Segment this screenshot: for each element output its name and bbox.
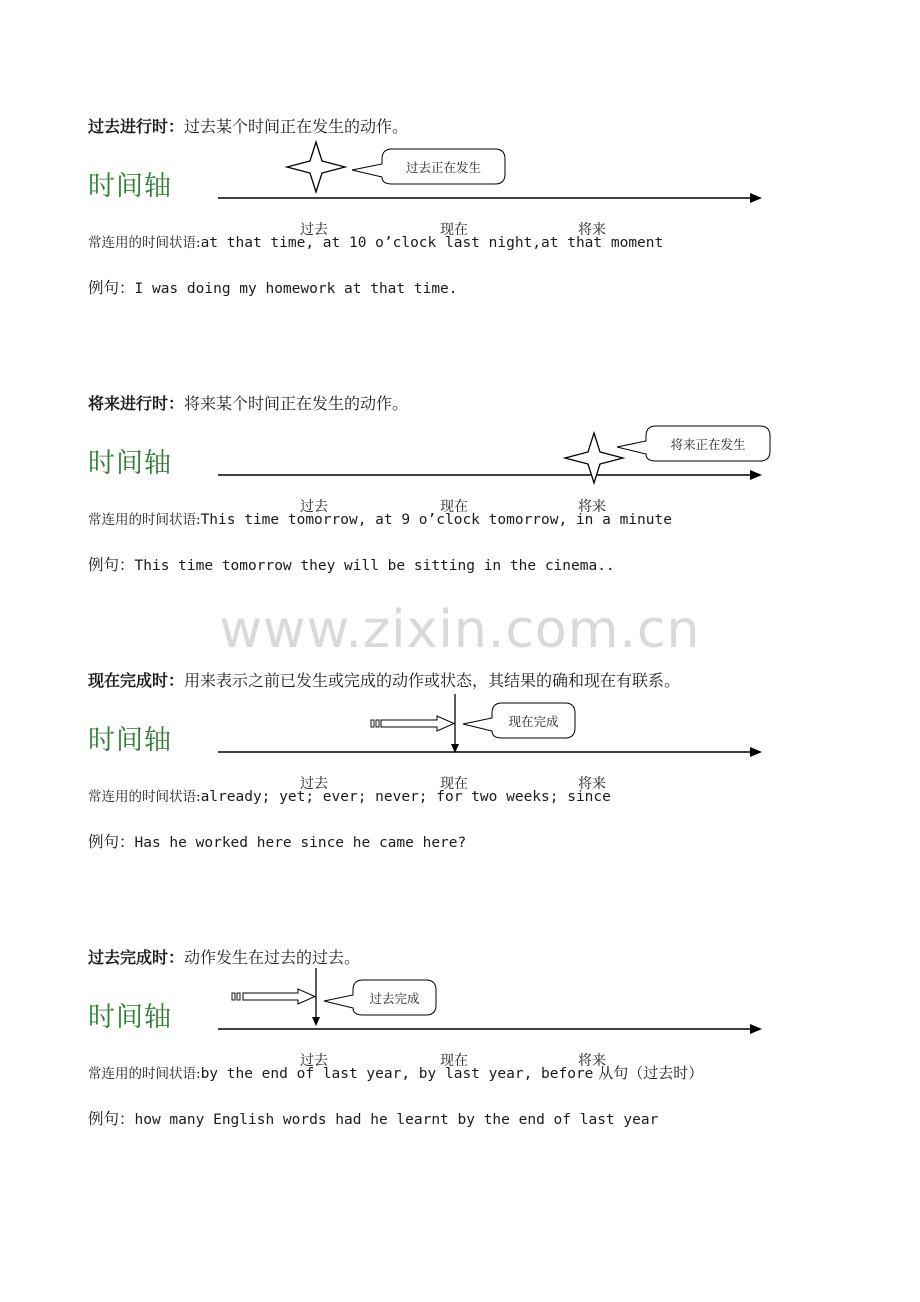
adverbs-prefix: 常连用的时间状语:	[88, 1066, 201, 1082]
tick-past: 过去	[300, 222, 328, 238]
tick-future: 将来	[578, 1053, 606, 1069]
tick-present: 现在	[440, 1053, 468, 1069]
tick-present: 现在	[440, 499, 468, 515]
example-text: how many English words had he learnt by the end of last year	[134, 1112, 659, 1128]
callout-text: 现在完成	[508, 714, 559, 729]
tick-future: 将来	[578, 776, 606, 792]
example-text: Has he worked here since he came here?	[134, 835, 467, 851]
tick-future: 将来	[578, 222, 606, 238]
tick-past: 过去	[300, 499, 328, 515]
adverbs-prefix: 常连用的时间状语:	[88, 789, 201, 805]
tense-title: 现在完成时：	[88, 671, 185, 690]
tense-definition: 过去某个时间正在发生的动作。	[184, 117, 409, 136]
tick-past: 过去	[300, 776, 328, 792]
example-prefix: 例句：	[88, 1110, 135, 1128]
marker-arrowhead-icon	[312, 1017, 320, 1026]
tense-definition: 将来某个时间正在发生的动作。	[184, 394, 409, 413]
example-prefix: 例句：	[88, 279, 135, 297]
adverbs-prefix: 常连用的时间状语:	[88, 512, 201, 528]
adverbs-text: This time tomorrow, at 9 o’clock tomorrow, in a minute	[200, 512, 672, 528]
adverbs-prefix: 常连用的时间状语:	[88, 235, 201, 251]
adverbs-text: already; yet; ever; never; for two weeks; since	[200, 789, 611, 805]
tick-present: 现在	[440, 222, 468, 238]
tick-future: 将来	[578, 499, 606, 515]
example-line	[88, 1107, 658, 1129]
callout-text: 过去完成	[369, 991, 420, 1006]
timeline-title: 时间轴	[88, 725, 172, 756]
callout-text: 过去正在发生	[405, 160, 481, 175]
tick-present: 现在	[440, 776, 468, 792]
adverbs-text: by the end of last year, by last year, before	[200, 1066, 594, 1082]
tense-title: 将来进行时：	[88, 394, 185, 413]
timeline-title: 时间轴	[88, 448, 172, 479]
tick-past: 过去	[300, 1053, 328, 1069]
adverbs-line	[88, 1062, 703, 1083]
example-text: I was doing my homework at that time.	[134, 281, 458, 297]
watermark: www.zixin.com.cn	[219, 600, 701, 660]
tense-title: 过去完成时：	[88, 948, 185, 967]
callout-text: 将来正在发生	[670, 437, 746, 452]
adverbs-text: at that time, at 10 o’clock last night,at that moment	[200, 235, 664, 251]
example-prefix: 例句：	[88, 556, 135, 574]
example-text: This time tomorrow they will be sitting in the cinema..	[134, 558, 615, 574]
tense-definition: 用来表示之前已发生或完成的动作或状态，其结果的确和现在有联系。	[184, 671, 681, 690]
adverbs-suffix: 从句（过去时）	[598, 1064, 704, 1082]
timeline-title: 时间轴	[88, 1002, 172, 1033]
duration-arrow-icon	[232, 989, 315, 1004]
arrowhead-icon	[750, 1024, 762, 1034]
timeline-title: 时间轴	[88, 171, 172, 202]
tense-definition: 动作发生在过去的过去。	[184, 948, 361, 967]
tense-title: 过去进行时：	[88, 117, 185, 136]
example-prefix: 例句：	[88, 833, 135, 851]
